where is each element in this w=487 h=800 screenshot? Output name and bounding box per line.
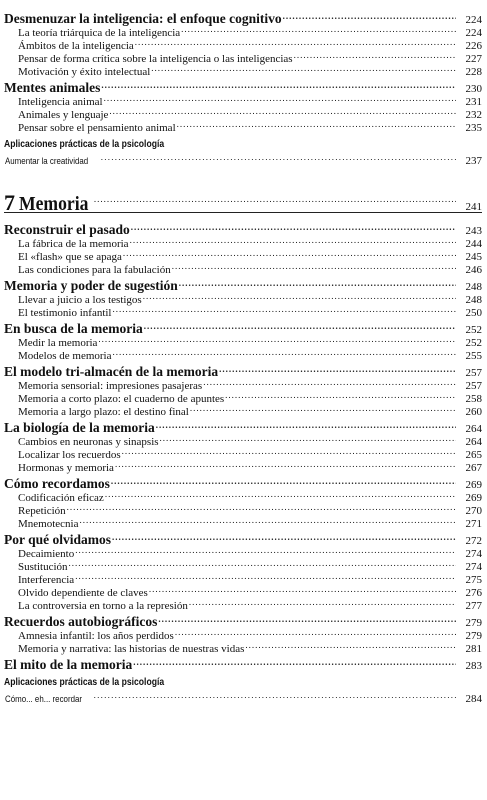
dot-leader xyxy=(151,62,456,75)
toc-section[interactable] xyxy=(4,318,482,336)
dot-leader xyxy=(79,514,456,527)
entry-title: La teoría triárquica de la inteligencia xyxy=(18,27,181,39)
page-number: 226 xyxy=(465,40,482,52)
toc-subsection[interactable] xyxy=(4,544,482,560)
page-number: 237 xyxy=(465,155,482,167)
page-number: 271 xyxy=(465,518,482,530)
entry-title: Las condiciones para la fabulación xyxy=(18,264,171,276)
page-number: 231 xyxy=(465,96,482,108)
page-number: 283 xyxy=(465,660,482,672)
page-number: 269 xyxy=(465,479,482,491)
dot-leader xyxy=(144,318,456,333)
page-number: 250 xyxy=(465,307,482,319)
page-number: 224 xyxy=(465,14,482,26)
entry-title: Aumentar la creatividad xyxy=(5,156,89,166)
entry-title: Pensar de forma crítica sobre la inteligencia o las inteligencias xyxy=(18,53,293,65)
entry-title: Memoria a corto plazo: el cuaderno de apuntes xyxy=(18,393,225,405)
page-number: 248 xyxy=(465,281,482,293)
page-number: 245 xyxy=(465,251,482,263)
entry-title: Pensar sobre el pensamiento animal xyxy=(18,122,176,134)
entry-title: Cambios en neuronas y sinapsis xyxy=(18,436,159,448)
entry-title: Memoria y poder de sugestión xyxy=(4,278,178,293)
page-number: 235 xyxy=(465,122,482,134)
page-number: 264 xyxy=(465,423,482,435)
practical-applications-heading: Aplicaciones prácticas de la psicología xyxy=(4,677,165,688)
toc-section[interactable] xyxy=(4,529,482,547)
entry-title: Animales y lenguaje xyxy=(18,109,109,121)
page-number: 257 xyxy=(465,380,482,392)
entry-title: Hormonas y memoria xyxy=(18,462,114,474)
dot-leader xyxy=(109,105,456,118)
dot-leader xyxy=(294,49,456,62)
dot-leader xyxy=(172,260,456,273)
toc-section[interactable] xyxy=(4,8,482,26)
entry-title: Ámbitos de la inteligencia xyxy=(18,40,134,52)
dot-leader xyxy=(175,626,456,639)
dot-leader xyxy=(94,184,456,210)
page-number: 274 xyxy=(465,561,482,573)
entry-title: Mnemotecnia xyxy=(18,518,79,530)
entry-title: El modelo tri-almacén de la memoria xyxy=(4,364,219,379)
toc-section[interactable] xyxy=(4,361,482,379)
dot-leader xyxy=(131,219,456,234)
toc-section[interactable] xyxy=(4,473,482,491)
toc-subsection[interactable] xyxy=(4,514,482,530)
dot-leader xyxy=(190,402,456,415)
entry-title: Llevar a juicio a los testigos xyxy=(18,294,142,306)
toc-subsection[interactable] xyxy=(4,501,482,517)
dot-leader xyxy=(160,432,456,445)
entry-title: Localizar los recuerdos xyxy=(18,449,121,461)
table-of-contents xyxy=(4,6,482,705)
entry-title: En busca de la memoria xyxy=(4,321,143,336)
entry-title: Memoria sensorial: impresiones pasajeras xyxy=(18,380,203,392)
dot-leader xyxy=(112,346,456,359)
page-number: 246 xyxy=(465,264,482,276)
entry-title: El «flash» que se apaga xyxy=(18,251,122,263)
dot-leader xyxy=(149,583,456,596)
page-number: 227 xyxy=(465,53,482,65)
toc-chapter-heading[interactable] xyxy=(4,184,482,215)
dot-leader xyxy=(101,77,456,92)
dot-leader xyxy=(179,275,456,290)
entry-title: Repetición xyxy=(18,505,66,517)
practical-applications-heading: Aplicaciones prácticas de la psicología xyxy=(4,139,165,150)
entry-title: Cómo... eh... recordar xyxy=(5,694,83,704)
entry-title: Codificación eficaz xyxy=(18,492,104,504)
dot-leader xyxy=(113,303,457,316)
toc-section[interactable] xyxy=(4,611,482,629)
page-number: 228 xyxy=(465,66,482,78)
dot-leader xyxy=(123,247,456,260)
dot-leader xyxy=(69,557,456,570)
page-number: 276 xyxy=(465,587,482,599)
page-number: 279 xyxy=(465,617,482,629)
dot-leader xyxy=(181,23,456,36)
page-number: 267 xyxy=(465,462,482,474)
page-number: 270 xyxy=(465,505,482,517)
page-number: 232 xyxy=(465,109,482,121)
page-number: 257 xyxy=(465,367,482,379)
entry-title: La fábrica de la memoria xyxy=(18,238,129,250)
page-number: 272 xyxy=(465,535,482,547)
toc-section[interactable] xyxy=(4,219,482,237)
toc-subsection[interactable] xyxy=(4,583,482,599)
dot-leader xyxy=(143,290,456,303)
entry-title: Olvido dependiente de claves xyxy=(18,587,148,599)
page-number: 252 xyxy=(465,324,482,336)
dot-leader xyxy=(104,92,456,105)
entry-title: La biología de la memoria xyxy=(4,420,155,435)
entry-title: Memoria a largo plazo: el destino final xyxy=(18,406,189,418)
dot-leader xyxy=(283,8,456,23)
entry-title: Recuerdos autobiográficos xyxy=(4,614,158,629)
entry-title: Inteligencia animal xyxy=(18,96,103,108)
page-number: 244 xyxy=(465,238,482,250)
dot-leader xyxy=(156,417,456,432)
dot-leader xyxy=(75,544,456,557)
entry-title: Cómo recordamos xyxy=(4,476,110,491)
toc-application-item[interactable] xyxy=(4,151,482,167)
page-number: 284 xyxy=(465,693,482,705)
entry-title: La controversia en torno a la represión xyxy=(18,600,188,612)
toc-section[interactable] xyxy=(4,77,482,95)
entry-title: Sustitución xyxy=(18,561,68,573)
entry-title: El mito de la memoria xyxy=(4,657,133,672)
dot-leader xyxy=(115,458,456,471)
entry-title: El testimonio infantil xyxy=(18,307,112,319)
page-number: 275 xyxy=(465,574,482,586)
dot-leader xyxy=(101,151,456,164)
entry-title: Motivación y éxito intelectual xyxy=(18,66,151,78)
dot-leader xyxy=(158,611,456,626)
page-number: 277 xyxy=(465,600,482,612)
dot-leader xyxy=(98,333,456,346)
entry-title: Modelos de memoria xyxy=(18,350,112,362)
page-number: 248 xyxy=(465,294,482,306)
page-number: 264 xyxy=(465,436,482,448)
chapter-title: Memoria xyxy=(19,193,89,215)
entry-title: Por qué olvidamos xyxy=(4,532,112,547)
toc-section[interactable] xyxy=(4,417,482,435)
entry-title: Decaimiento xyxy=(18,548,75,560)
toc-subsection[interactable] xyxy=(4,570,482,586)
page-number: 265 xyxy=(465,449,482,461)
entry-title: Medir la memoria xyxy=(18,337,98,349)
page-number: 241 xyxy=(465,201,482,213)
page-number: 224 xyxy=(465,27,482,39)
dot-leader xyxy=(111,473,456,488)
dot-leader xyxy=(112,529,456,544)
dot-leader xyxy=(219,361,456,376)
page-number: 260 xyxy=(465,406,482,418)
dot-leader xyxy=(94,689,456,702)
page-number: 255 xyxy=(465,350,482,362)
dot-leader xyxy=(133,654,456,669)
entry-title: Mentes animales xyxy=(4,80,101,95)
page-number: 230 xyxy=(465,83,482,95)
entry-title: Memoria y narrativa: las historias de nuestras vidas xyxy=(18,643,245,655)
dot-leader xyxy=(135,36,456,49)
page-number: 274 xyxy=(465,548,482,560)
dot-leader xyxy=(75,570,456,583)
page-number: 258 xyxy=(465,393,482,405)
dot-leader xyxy=(122,445,456,458)
page-number: 252 xyxy=(465,337,482,349)
entry-title: Reconstruir el pasado xyxy=(4,222,130,237)
dot-leader xyxy=(177,118,456,131)
entry-title: Interferencia xyxy=(18,574,75,586)
page-number: 279 xyxy=(465,630,482,642)
toc-section[interactable] xyxy=(4,654,482,672)
toc-application-item[interactable] xyxy=(4,689,482,705)
dot-leader xyxy=(105,488,456,501)
dot-leader xyxy=(189,596,456,609)
toc-subsection[interactable] xyxy=(4,557,482,573)
dot-leader xyxy=(245,639,456,652)
dot-leader xyxy=(67,501,456,514)
page-number: 281 xyxy=(465,643,482,655)
entry-title: Amnesia infantil: los años perdidos xyxy=(18,630,174,642)
dot-leader xyxy=(225,389,456,402)
dot-leader xyxy=(203,376,456,389)
page-number: 243 xyxy=(465,225,482,237)
dot-leader xyxy=(130,234,456,247)
entry-title: Desmenuzar la inteligencia: el enfoque cognitivo xyxy=(4,11,282,26)
toc-section[interactable] xyxy=(4,275,482,293)
page-number: 269 xyxy=(465,492,482,504)
chapter-number: 7 xyxy=(4,190,15,215)
